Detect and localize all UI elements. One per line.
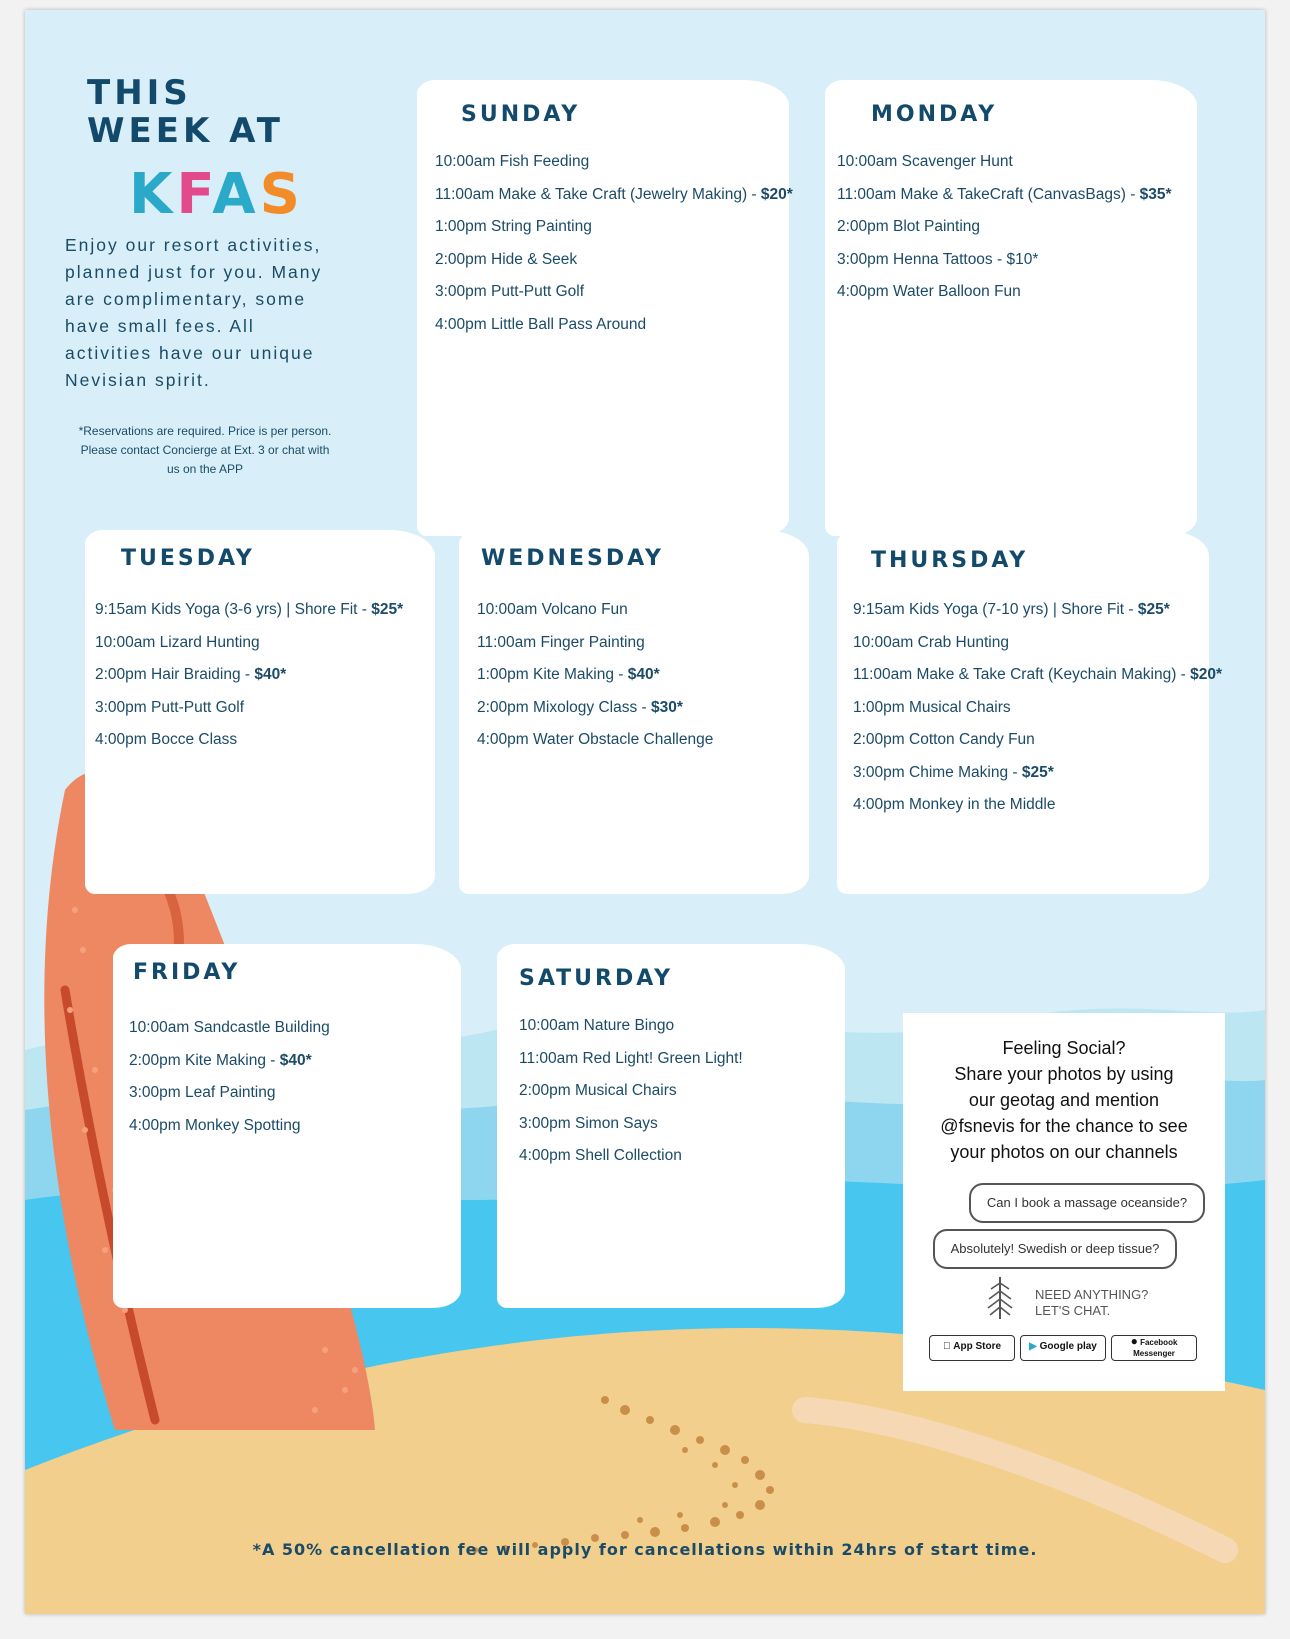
day-title-monday: MONDAY [871, 102, 998, 127]
page-title [87, 74, 284, 150]
activity-item [519, 1010, 743, 1043]
badge-label: App Store [948, 1341, 996, 1352]
activity-text: 4:00pm Shell Collection [519, 1147, 682, 1164]
activity-item [519, 1075, 743, 1108]
activity-item [519, 1140, 743, 1173]
brand-letter: K [129, 162, 177, 227]
badge-label: Google play [1039, 1341, 1097, 1352]
activity-text: 3:00pm Henna Tattoos - $10* [837, 250, 1039, 268]
activity-text: 4:00pm Bocce Class [95, 731, 238, 748]
activity-text: 2:00pm Kite Making - [129, 1051, 280, 1069]
activity-text: 4:00pm Water Obstacle Challenge [477, 731, 714, 748]
activity-item [477, 724, 713, 757]
chat-cta-line-1: NEED ANYTHING? [1035, 1287, 1149, 1302]
activity-item [129, 1045, 330, 1078]
activity-text: 11:00am Red Light! Green Light! [519, 1049, 743, 1067]
chat-cta-line-2: LET'S CHAT. [1035, 1303, 1111, 1318]
activity-text: 10:00am Scavenger Hunt [837, 153, 1013, 170]
activity-item [477, 692, 713, 725]
messenger-icon: ● [1130, 1334, 1138, 1348]
activity-item [837, 211, 1172, 244]
activity-text: 3:00pm Putt-Putt Golf [95, 698, 245, 716]
activity-item [853, 724, 1222, 757]
brand-letter: A [212, 162, 260, 227]
activity-item [853, 692, 1222, 725]
activity-text: 10:00am Crab Hunting [853, 633, 1009, 651]
note-line: Please contact Concierge at Ext. 3 or chat with [80, 443, 330, 457]
activity-fee: $40* [627, 666, 660, 683]
activity-text: 9:15am Kids Yoga (7-10 yrs) | Shore Fit - [853, 601, 1138, 618]
day-title-sunday: SUNDAY [461, 102, 581, 127]
activity-item [477, 659, 713, 692]
activity-item [129, 1077, 330, 1110]
activity-text: 1:00pm String Painting [435, 218, 592, 235]
activity-text: 10:00am Fish Feeding [435, 153, 590, 170]
brand-logo [129, 162, 304, 227]
activity-text: 10:00am Lizard Hunting [95, 633, 260, 651]
day-title-thursday: THURSDAY [871, 548, 1029, 573]
activity-item [837, 276, 1172, 309]
activity-item [477, 594, 713, 627]
activity-text: 9:15am Kids Yoga (3-6 yrs) | Shore Fit - [95, 601, 372, 618]
activity-item [95, 659, 403, 692]
activity-list-friday [129, 1012, 330, 1142]
activity-item [435, 211, 793, 244]
activity-item [435, 309, 793, 342]
reservation-note [55, 422, 355, 479]
activity-item [435, 179, 793, 212]
activity-fee: $25* [1021, 763, 1054, 781]
activity-text: 11:00am Make & TakeCraft (CanvasBags) - [837, 185, 1140, 203]
activity-text: 11:00am Make & Take Craft (Keychain Making) - [853, 666, 1191, 683]
google-play-badge[interactable] [1020, 1335, 1106, 1361]
activity-text: 10:00am Volcano Fun [477, 601, 628, 618]
activity-item [837, 179, 1172, 212]
activity-item [837, 244, 1172, 277]
activity-text: 3:00pm Simon Says [519, 1114, 658, 1132]
activity-flyer [25, 10, 1265, 1614]
activity-item [853, 789, 1222, 822]
social-line: your photos on our channels [950, 1142, 1178, 1162]
brand-letter: F [176, 162, 213, 227]
cancellation-footer: *A 50% cancellation fee will apply for cancellations within 24hrs of start time. [252, 1540, 1038, 1559]
brand-letter: S [259, 162, 304, 227]
chat-bubble-answer: Absolutely! Swedish or deep tissue? [933, 1229, 1177, 1269]
activity-text: 4:00pm Water Balloon Fun [837, 283, 1021, 300]
activity-item [477, 627, 713, 660]
activity-text: 1:00pm Musical Chairs [853, 698, 1011, 716]
activity-text: 2:00pm Hide & Seek [435, 250, 578, 268]
day-title-tuesday: TUESDAY [121, 546, 255, 571]
activity-item [519, 1043, 743, 1076]
activity-fee: $25* [1137, 601, 1170, 618]
activity-text: 4:00pm Little Ball Pass Around [435, 315, 647, 333]
activity-text: 2:00pm Cotton Candy Fun [853, 731, 1035, 748]
app-store-badge[interactable] [929, 1335, 1015, 1361]
activity-fee: $40* [254, 666, 287, 683]
badge-label: Facebook Messenger [1133, 1338, 1178, 1358]
activity-item [95, 627, 403, 660]
activity-text: 2:00pm Musical Chairs [519, 1082, 677, 1099]
activity-text: 3:00pm Chime Making - [853, 763, 1022, 781]
activity-fee: $30* [651, 698, 683, 716]
chat-bubble-question: Can I book a massage oceanside? [969, 1183, 1205, 1223]
activity-item [95, 692, 403, 725]
intro-line: planned just for you. Many [65, 262, 323, 282]
activity-text: 4:00pm Monkey in the Middle [853, 796, 1056, 813]
activity-text: 11:00am Make & Take Craft (Jewelry Making) - [435, 185, 761, 203]
apple-icon [943, 1341, 951, 1352]
activity-fee: $25* [371, 601, 404, 618]
google-play-icon: ▶ [1029, 1341, 1037, 1352]
activity-item [519, 1108, 743, 1141]
day-title-friday: FRIDAY [133, 960, 241, 985]
social-text [903, 1035, 1225, 1165]
activity-text: 10:00am Sandcastle Building [129, 1019, 330, 1036]
activity-list-wednesday [477, 594, 713, 757]
intro-line: activities have our unique [65, 343, 315, 363]
activity-list-thursday [853, 594, 1222, 822]
messenger-badge[interactable] [1111, 1335, 1197, 1361]
activity-item [129, 1012, 330, 1045]
social-line: our geotag and mention [968, 1090, 1160, 1110]
social-line: Feeling Social? [1002, 1038, 1126, 1058]
title-line-2: WEEK AT [87, 111, 285, 151]
activity-item [853, 659, 1222, 692]
social-panel [903, 1013, 1225, 1391]
activity-item [95, 724, 403, 757]
activity-list-saturday [519, 1010, 743, 1173]
day-title-saturday: SATURDAY [519, 966, 674, 991]
activity-item [837, 146, 1172, 179]
activity-text: 10:00am Nature Bingo [519, 1017, 675, 1034]
activity-text: 3:00pm Putt-Putt Golf [435, 283, 585, 300]
intro-line: Enjoy our resort activities, [65, 235, 322, 255]
social-line: Share your photos by using [954, 1064, 1174, 1084]
activity-item [129, 1110, 330, 1143]
intro-line: are complimentary, some [65, 289, 307, 309]
activity-list-monday [837, 146, 1172, 309]
social-line: @fsnevis for the chance to see [940, 1116, 1188, 1136]
activity-text: 1:00pm Kite Making - [477, 666, 628, 683]
activity-text: 4:00pm Monkey Spotting [129, 1116, 301, 1134]
tree-logo-icon [985, 1275, 1015, 1321]
activity-item [853, 627, 1222, 660]
intro-text [65, 232, 365, 394]
note-line: *Reservations are required. Price is per person. [78, 424, 332, 438]
activity-list-tuesday [95, 594, 403, 757]
activity-fee: $20* [760, 185, 793, 203]
intro-line: have small fees. All [65, 316, 255, 336]
activity-text: 2:00pm Mixology Class - [477, 698, 652, 716]
activity-item [853, 594, 1222, 627]
activity-text: 2:00pm Blot Painting [837, 218, 981, 235]
activity-text: 11:00am Finger Painting [477, 633, 645, 651]
activity-item [435, 244, 793, 277]
activity-item [853, 757, 1222, 790]
activity-item [435, 146, 793, 179]
title-line-1: THIS [87, 73, 192, 113]
activity-item [95, 594, 403, 627]
activity-text: 3:00pm Leaf Painting [129, 1084, 276, 1101]
activity-item [435, 276, 793, 309]
activity-fee: $20* [1190, 666, 1223, 683]
activity-fee: $35* [1139, 185, 1172, 203]
day-title-wednesday: WEDNESDAY [481, 546, 664, 571]
activity-text: 2:00pm Hair Braiding - [95, 666, 255, 683]
note-line: us on the APP [166, 462, 244, 476]
intro-line: Nevisian spirit. [65, 370, 211, 390]
activity-fee: $40* [279, 1051, 312, 1069]
activity-list-sunday [435, 146, 793, 341]
